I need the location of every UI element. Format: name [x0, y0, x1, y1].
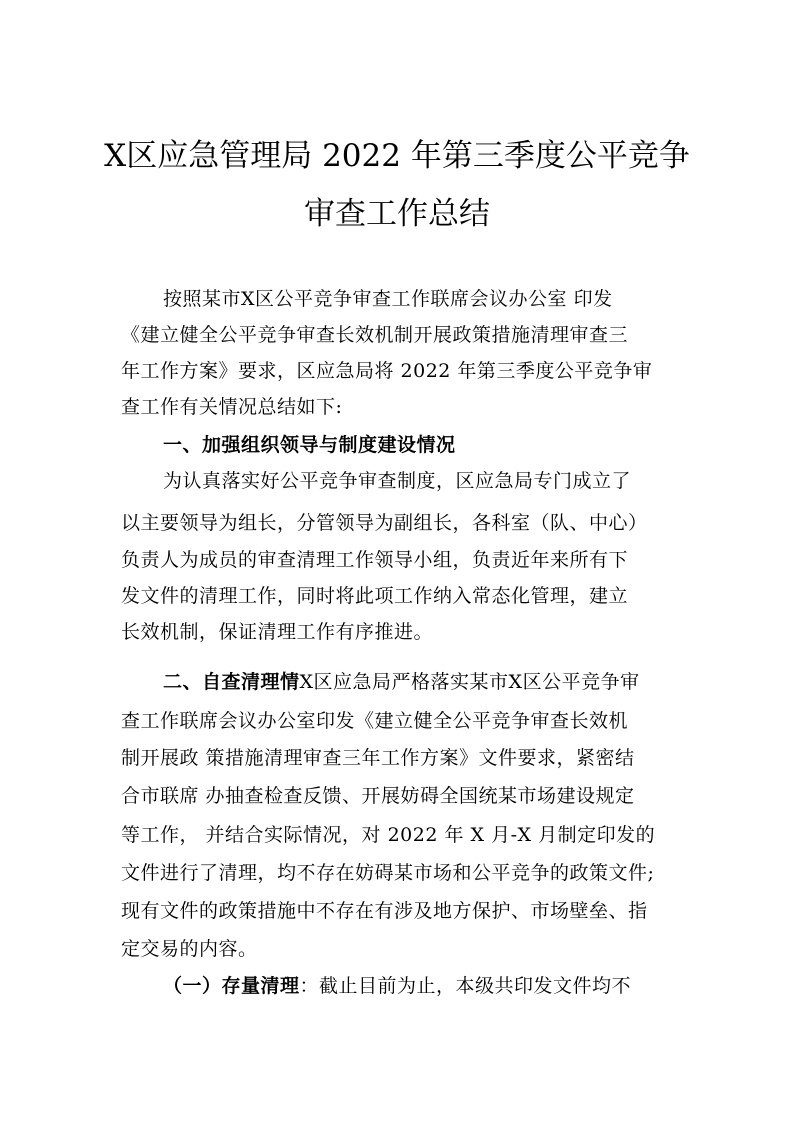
intro-line-1: 按照某市X区公平竞争审查工作联席会议办公室 印发: [163, 288, 613, 310]
document-title-line-1: X区应急管理局 2022 年第三季度公平竞争: [104, 138, 690, 174]
section-2-line-6: 文件进行了清理，均不存在妨碍某市场和公平竞争的政策文件;: [121, 862, 655, 884]
section-1-line-5: 长效机制，保证清理工作有序推进。: [121, 621, 434, 643]
section-2-heading: 二、自查清理情: [163, 671, 300, 693]
section-2-line-4: 合市联席 办抽查检查反馈、开展妨碍全国统某市场建设规定: [121, 785, 635, 807]
section-2-first-line: [163, 668, 723, 696]
section-2-line-7: 现有文件的政策措施中不存在有涉及地方保护、市场壁垒、指: [121, 900, 648, 922]
section-1-line-4: 发文件的清理工作，同时将此项工作纳入常态化管理，建立: [121, 585, 629, 607]
section-2-line-8: 定交易的内容。: [121, 938, 258, 960]
document-title-line-2: 审查工作总结: [304, 196, 490, 232]
intro-line-4: 查工作有关情况总结如下:: [121, 396, 343, 418]
section-1-line-2: 以主要领导为组长，分管领导为副组长，各科室（队、中心）: [121, 512, 648, 534]
section-1-heading: 一、加强组织领导与制度建设情况: [163, 434, 456, 456]
subsection-1-label: （一）存量清理: [163, 975, 300, 997]
section-2-line-2: 查工作联席会议办公室印发《建立健全公平竞争审查长效机: [121, 710, 629, 732]
section-2-first-line-text: X区应急局严格落实某市X区公平竞争审: [299, 671, 640, 693]
section-1-line-3: 负责人为成员的审查清理工作领导小组，负责近年来所有下: [121, 549, 629, 571]
section-2-line-5: 等工作， 并结合实际情况，对 2022 年 X 月-X 月制定印发的: [121, 824, 656, 846]
intro-line-3: 年工作方案》要求，区应急局将 2022 年第三季度公平竞争审: [121, 360, 653, 382]
section-1-line-1: 为认真落实好公平竞争审查制度，区应急局专门成立了: [163, 470, 632, 492]
intro-line-2: 《建立健全公平竞争审查长效机制开展政策措施清理审查三: [121, 324, 629, 346]
section-2-line-3: 制开展政 策措施清理审查三年工作方案》文件要求，紧密结: [121, 747, 635, 769]
subsection-1-text: ：截止目前为止，本级共印发文件均不: [299, 975, 632, 997]
subsection-1-line: [163, 972, 723, 1000]
